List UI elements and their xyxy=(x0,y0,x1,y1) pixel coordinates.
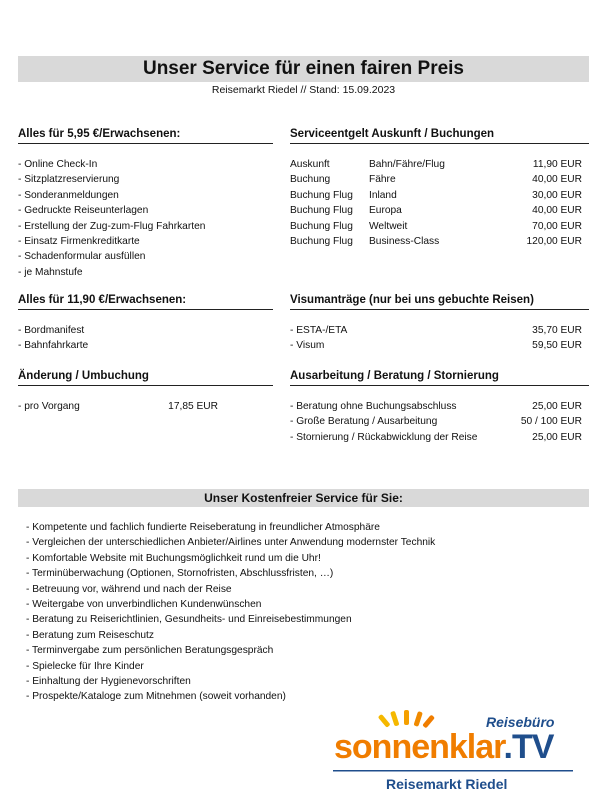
list-item: - Sitzplatzreservierung xyxy=(18,174,120,186)
svc-price: 70,00 EUR xyxy=(532,220,582,232)
svc-detail: Fähre xyxy=(369,174,396,186)
ausarbeitung-label: - Große Beratung / Ausarbeitung xyxy=(290,416,438,428)
section-heading-aenderung: Änderung / Umbuchung xyxy=(18,369,273,386)
list-item: - Erstellung der Zug-zum-Flug Fahrkarten xyxy=(18,220,206,232)
list-item: - Spielecke für Ihre Kinder xyxy=(26,660,144,672)
aenderung-label: - pro Vorgang xyxy=(18,401,80,412)
list-item: - Prospekte/Kataloge zum Mitnehmen (soweit vorhanden) xyxy=(26,691,286,703)
page-subtitle: Reisemarkt Riedel // Stand: 15.09.2023 xyxy=(211,84,396,96)
svc-type: Buchung xyxy=(290,174,331,186)
svc-detail: Inland xyxy=(369,189,397,201)
list-item: - Terminüberwachung (Optionen, Stornofristen, Abschlussfristen, …) xyxy=(26,568,334,580)
svc-type: Buchung Flug xyxy=(290,220,353,232)
svc-type: Buchung Flug xyxy=(290,236,353,247)
list-item: - Einhaltung der Hygienevorschriften xyxy=(26,675,191,687)
list-item: - Vergleichen der unterschiedlichen Anbieter/Airlines unter Anwendung modernster Technik xyxy=(26,537,436,549)
section-heading-11-90: Alles für 11,90 €/Erwachsenen: xyxy=(18,293,273,310)
svc-type: Buchung Flug xyxy=(290,205,353,217)
list-item: - Bahnfahrkarte xyxy=(18,340,89,352)
list-item: - Terminvergabe zum persönlichen Beratungsgespräch xyxy=(26,645,274,657)
svc-detail: Business-Class xyxy=(369,236,440,247)
list-item: - Einsatz Firmenkreditkarte xyxy=(18,235,140,247)
list-5-95 xyxy=(18,157,205,280)
logo-wordmark xyxy=(334,728,553,766)
svc-price: 11,90 EUR xyxy=(532,159,582,170)
logo-top-text: Reisebüro xyxy=(486,714,555,730)
list-11-90 xyxy=(18,323,88,354)
svc-price: 30,00 EUR xyxy=(532,189,582,201)
list-item: - Komfortable Website mit Buchungsmöglichkeit rund um die Uhr! xyxy=(26,552,321,564)
svc-type: Auskunft xyxy=(290,159,330,170)
free-service-heading: Unser Kostenfreier Service für Sie: xyxy=(18,489,589,507)
visum-label: - Visum xyxy=(290,340,325,352)
section-heading-5-95: Alles für 5,95 €/Erwachsenen: xyxy=(18,127,273,144)
section-heading-visum: Visumanträge (nur bei uns gebuchte Reisen) xyxy=(290,293,589,310)
section-heading-ausarbeitung: Ausarbeitung / Beratung / Stornierung xyxy=(290,369,589,386)
ausarbeitung-price: 50 / 100 EUR xyxy=(520,416,582,428)
free-service-list xyxy=(26,520,435,705)
visum-price: 59,50 EUR xyxy=(532,340,582,352)
list-item: - Beratung zum Reiseschutz xyxy=(26,629,154,641)
svc-detail: Weltweit xyxy=(369,220,408,232)
logo-brand-main: sonnenklar xyxy=(334,728,504,766)
list-item: - Bordmanifest xyxy=(18,325,85,336)
logo-brand-suffix: .TV xyxy=(503,728,554,766)
list-item: - Betreuung vor, während und nach der Reise xyxy=(26,583,232,595)
visum-label: - ESTA-/ETA xyxy=(290,325,348,336)
list-item: - Gedruckte Reiseunterlagen xyxy=(18,205,149,217)
ausarbeitung-price: 25,00 EUR xyxy=(532,431,582,443)
section-heading-serviceentgelt: Serviceentgelt Auskunft / Buchungen xyxy=(290,127,589,144)
svc-detail: Europa xyxy=(369,205,402,217)
logo-bottom-text: Reisemarkt Riedel xyxy=(386,776,508,792)
list-item: - Beratung zu Reiserichtlinien, Gesundheits- und Einreisebestimmungen xyxy=(26,614,352,626)
svc-detail: Bahn/Fähre/Flug xyxy=(369,159,445,170)
list-item: - Online Check-In xyxy=(18,159,98,170)
page-title: Unser Service für einen fairen Preis xyxy=(18,56,589,82)
aenderung-price: 17,85 EUR xyxy=(168,401,218,412)
ausarbeitung-price: 25,00 EUR xyxy=(532,401,582,412)
svc-price: 120,00 EUR xyxy=(526,236,582,247)
visum-price: 35,70 EUR xyxy=(532,325,582,336)
list-item: - je Mahnstufe xyxy=(18,266,83,278)
list-item: - Weitergabe von unverbindlichen Kundenwünschen xyxy=(26,598,262,610)
list-item: - Kompetente und fachlich fundierte Reiseberatung in freundlicher Atmosphäre xyxy=(26,522,380,533)
svc-price: 40,00 EUR xyxy=(532,205,582,217)
ausarbeitung-label: - Beratung ohne Buchungsabschluss xyxy=(290,401,457,412)
ausarbeitung-label: - Stornierung / Rückabwicklung der Reise xyxy=(290,431,478,443)
list-item: - Schadenformular ausfüllen xyxy=(18,251,146,263)
sonnenklar-logo xyxy=(330,710,590,800)
svc-type: Buchung Flug xyxy=(290,189,353,201)
list-item: - Sonderanmeldungen xyxy=(18,189,119,201)
svc-price: 40,00 EUR xyxy=(532,174,582,186)
